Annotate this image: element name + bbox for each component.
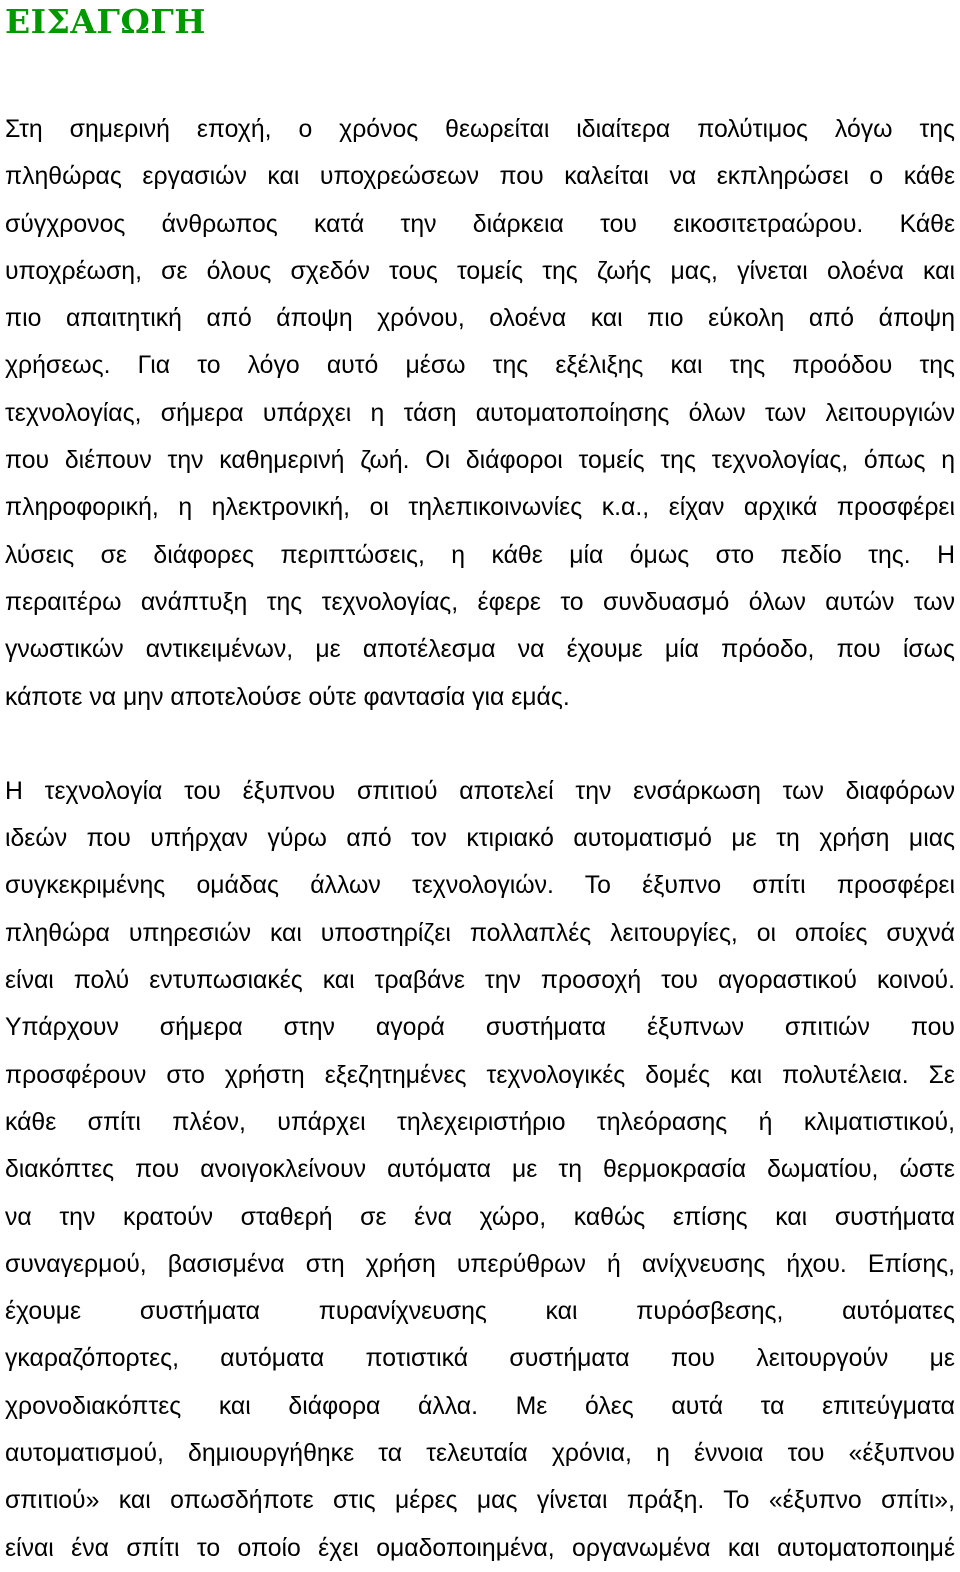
document-page [5, 0, 955, 1572]
section-heading: ΕΙΣΑΓΩΓΗ [5, 2, 206, 41]
paragraph-line: έχουμε συστήματα πυρανίχνευσης και πυρόσβεσης, αυτόματες [5, 1298, 955, 1326]
paragraph-line: υποχρέωση, σε όλους σχεδόν τους τομείς της ζωής μας, γίνεται ολοένα και [5, 257, 955, 285]
paragraph-line: πληθώρας εργασιών και υποχρεώσεων που καλείται να εκπληρώσει ο κάθε [5, 163, 955, 191]
paragraph-line: κάθε σπίτι πλέον, υπάρχει τηλεχειριστήριο τηλεόρασης ή κλιματιστικού, [5, 1108, 955, 1136]
paragraph-line: είναι ένα σπίτι το οποίο έχει ομαδοποιημένα, οργανωμένα και αυτοματοποιημέ [5, 1534, 955, 1562]
paragraph-line: χρονοδιακόπτες και διάφορα άλλα. Με όλες αυτά τα επιτεύγματα [5, 1392, 955, 1420]
paragraph-line: Υπάρχουν σήμερα στην αγορά συστήματα έξυπνων σπιτιών που [5, 1014, 955, 1042]
paragraph-line: περαιτέρω ανάπτυξη της τεχνολογίας, έφερε το συνδυασμό όλων αυτών των [5, 588, 955, 616]
paragraph-line: πιο απαιτητική από άποψη χρόνου, ολοένα και πιο εύκολη από άποψη [5, 305, 955, 333]
paragraph-line: Η τεχνολογία του έξυπνου σπιτιού αποτελεί την ενσάρκωση των διαφόρων [5, 777, 955, 805]
paragraph-line: είναι πολύ εντυπωσιακές και τραβάνε την προσοχή του αγοραστικού κοινού. [5, 967, 955, 995]
paragraph-line: που διέπουν την καθημερινή ζωή. Οι διάφοροι τομείς της τεχνολογίας, όπως η [5, 447, 955, 475]
paragraph-line: προσφέρουν στο χρήστη εξεζητημένες τεχνολογικές δομές και πολυτέλεια. Σε [5, 1061, 955, 1089]
paragraph-line: διακόπτες που ανοιγοκλείνουν αυτόματα με τη θερμοκρασία δωματίου, ώστε [5, 1156, 955, 1184]
paragraph-line: συγκεκριμένης ομάδας άλλων τεχνολογιών. Το έξυπνο σπίτι προσφέρει [5, 872, 955, 900]
paragraph-line: χρήσεως. Για το λόγο αυτό μέσω της εξέλιξης και της προόδου της [5, 352, 955, 380]
paragraph-line: σύγχρονος άνθρωπος κατά την διάρκεια του εικοσιτετραώρου. Κάθε [5, 210, 955, 238]
paragraph-line: σπιτιού» και οπωσδήποτε στις μέρες μας γίνεται πράξη. Το «έξυπνο σπίτι», [5, 1487, 955, 1515]
paragraph-line: τεχνολογίας, σήμερα υπάρχει η τάση αυτοματοποίησης όλων των λειτουργιών [5, 399, 955, 427]
paragraph-line: Στη σημερινή εποχή, ο χρόνος θεωρείται ιδιαίτερα πολύτιμος λόγω της [5, 116, 955, 143]
paragraph-line: ιδεών που υπήρχαν γύρω από τον κτιριακό αυτοματισμό με τη χρήση μιας [5, 825, 955, 853]
paragraph-line: γκαραζόπορτες, αυτόματα ποτιστικά συστήματα που λειτουργούν με [5, 1345, 955, 1373]
paragraph-line: πληροφορική, η ηλεκτρονική, οι τηλεπικοινωνίες κ.α., είχαν αρχικά προσφέρει [5, 494, 955, 522]
paragraph-line: συναγερμού, βασισμένα στη χρήση υπερύθρων ή ανίχνευσης ήχου. Επίσης, [5, 1250, 955, 1278]
paragraph-line: κάποτε να μην αποτελούσε ούτε φαντασία για εμάς. [5, 683, 570, 711]
paragraph-line: πληθώρα υπηρεσιών και υποστηρίζει πολλαπλές λειτουργίες, οι οποίες συχνά [5, 919, 955, 947]
paragraph [5, 106, 955, 721]
paragraph [5, 768, 955, 1572]
paragraph-line: αυτοματισμού, δημιουργήθηκε τα τελευταία χρόνια, η έννοια του «έξυπνου [5, 1440, 955, 1468]
paragraph-line: να την κρατούν σταθερή σε ένα χώρο, καθώς επίσης και συστήματα [5, 1203, 955, 1231]
paragraph-line: γνωστικών αντικειμένων, με αποτέλεσμα να έχουμε μία πρόοδο, που ίσως [5, 636, 955, 664]
paragraph-line: λύσεις σε διάφορες περιπτώσεις, η κάθε μία όμως στο πεδίο της. Η [5, 541, 955, 569]
